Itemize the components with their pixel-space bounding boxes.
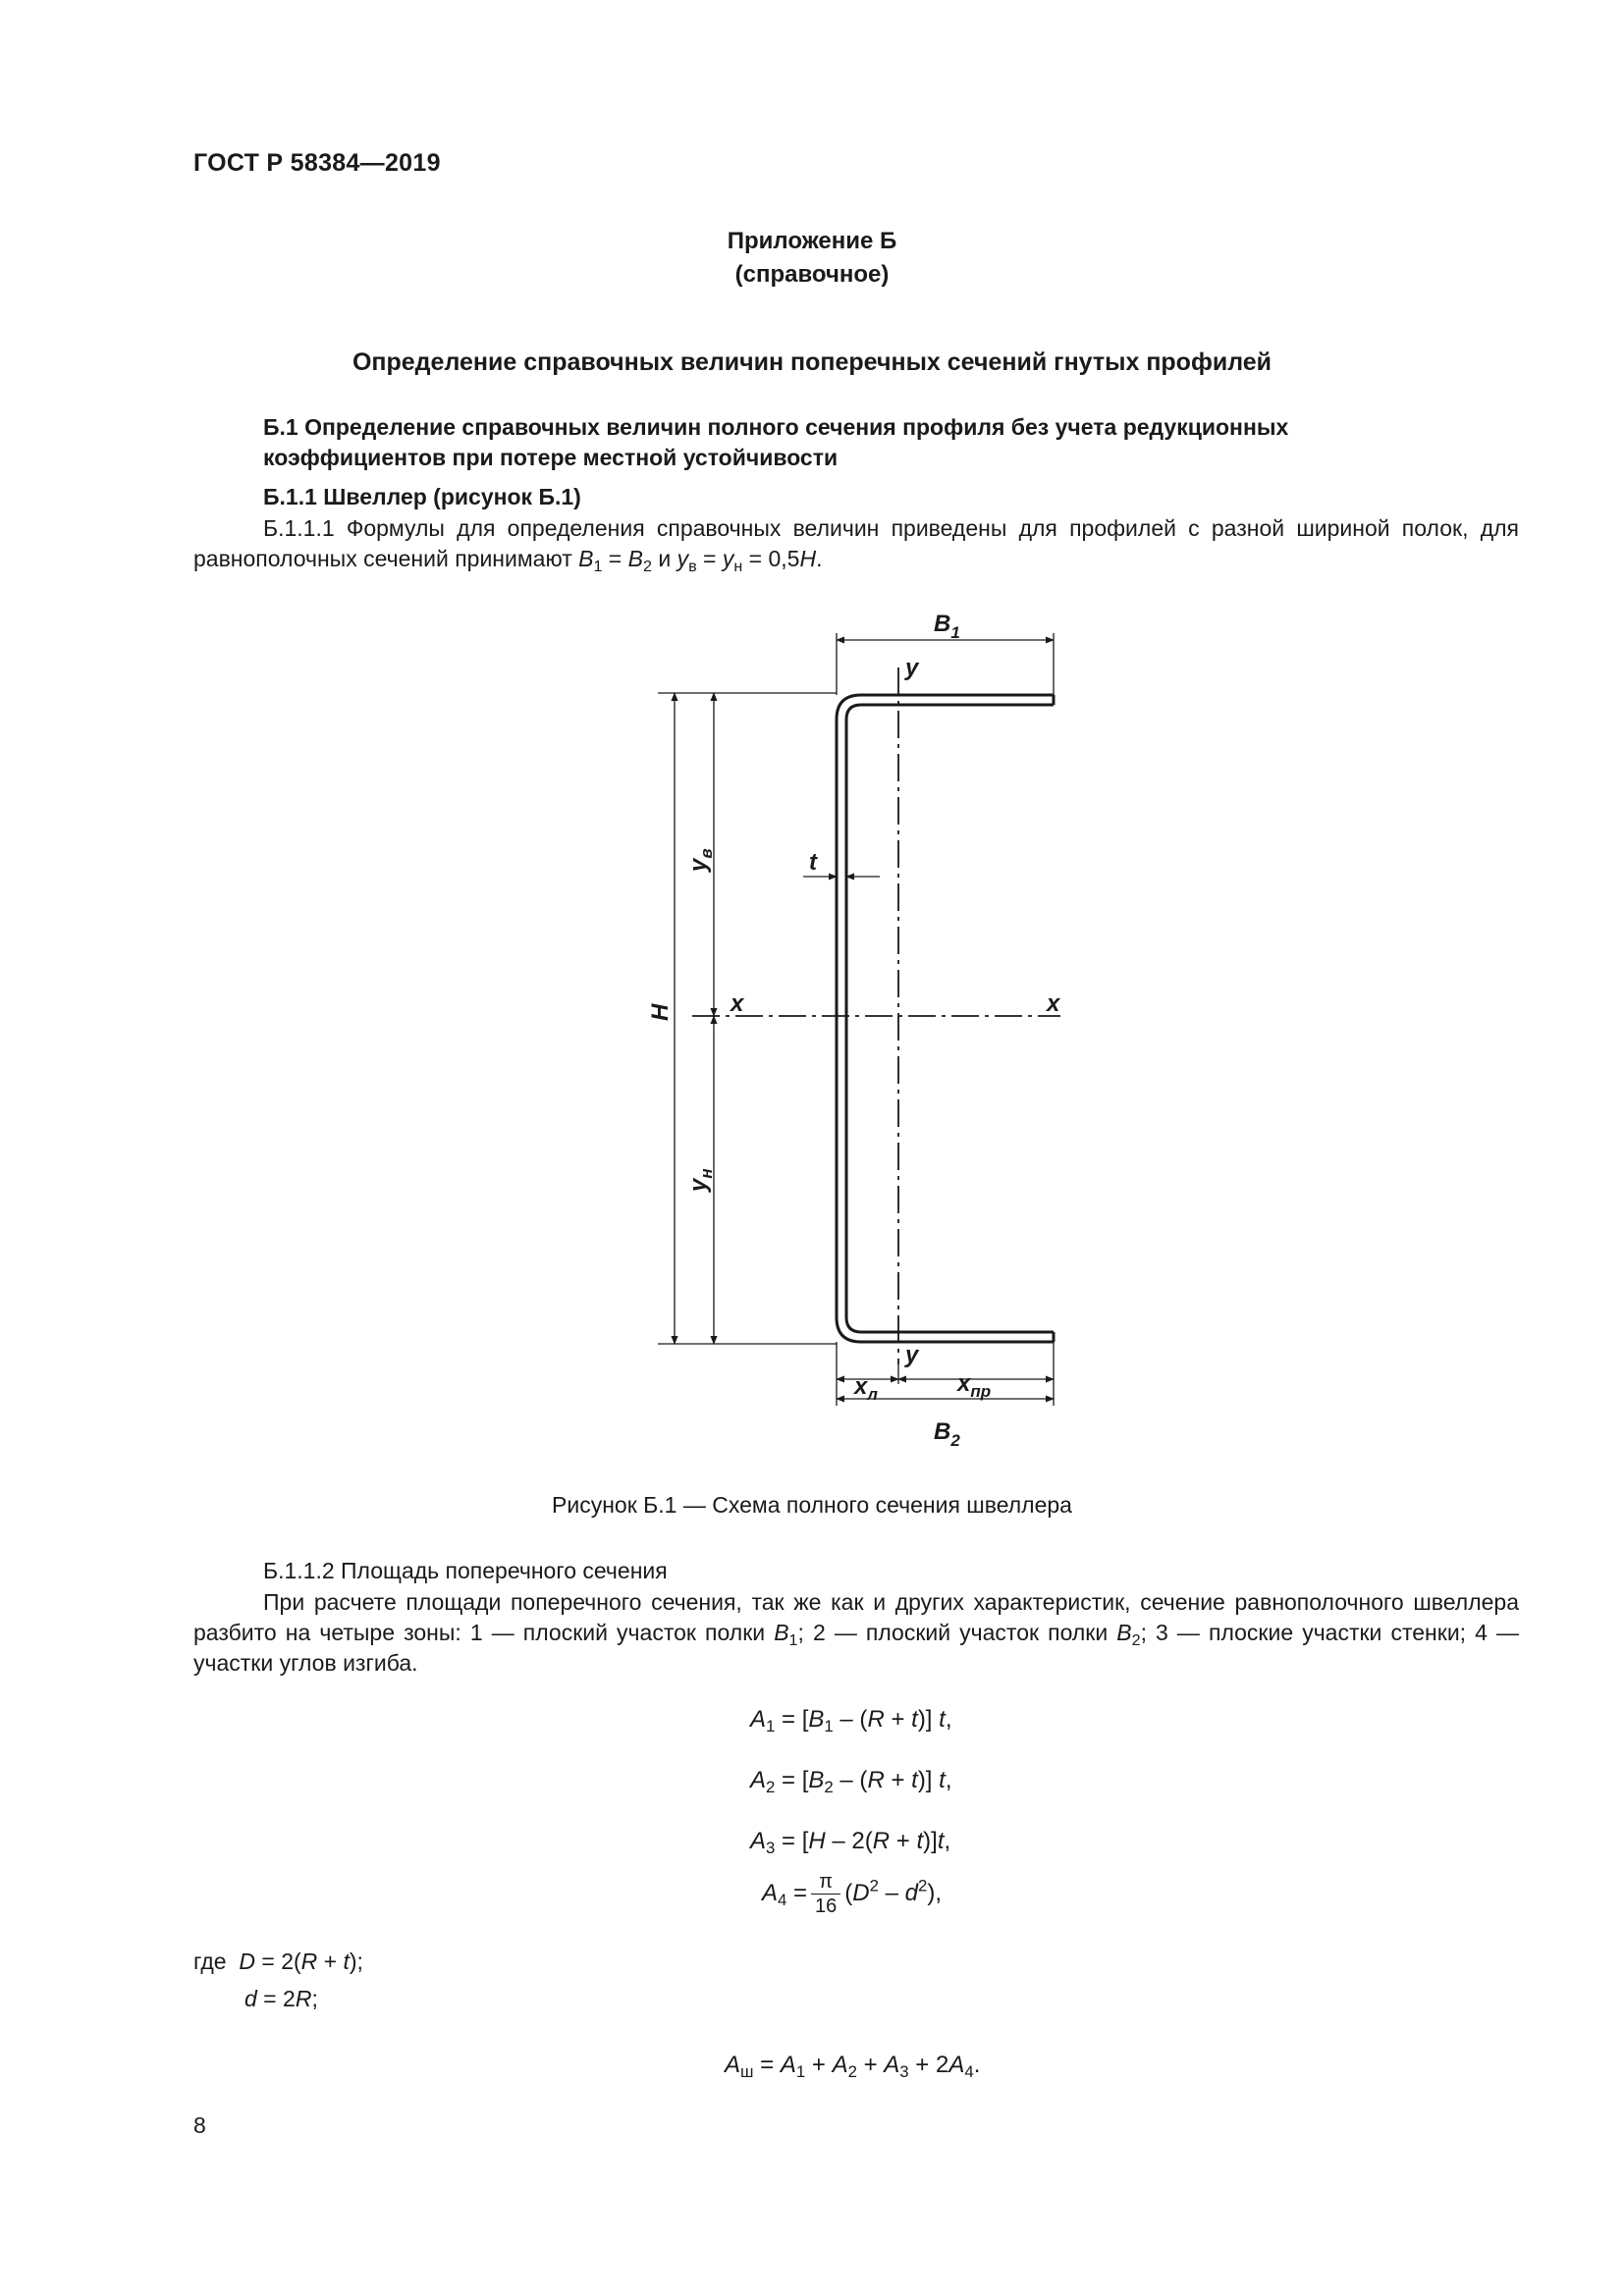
- channel-outer-contour: [837, 695, 1054, 1342]
- label-y-bottom: y: [905, 1342, 919, 1368]
- paragraph-b112-title: Б.1.1.2 Площадь поперечного сечения: [263, 1558, 668, 1583]
- label-t: t: [809, 849, 817, 876]
- label-yv: $y_в$: [685, 848, 716, 872]
- label-x-left: x: [731, 990, 744, 1017]
- formula-d-small: d = 2R;: [244, 1986, 318, 2011]
- formula-a3: $A_3 = [H - 2(R + t)]t$,: [750, 1828, 951, 1858]
- label-h: H: [647, 1003, 674, 1021]
- page-number: 8: [193, 2112, 206, 2138]
- figure-caption: Рисунок Б.1 — Схема полного сечения швеллера: [552, 1492, 1072, 1518]
- label-y-top: y: [905, 655, 919, 681]
- formula-a4: $A_4$ = $\frac{\pi}{16}$ $(D^2 - d^2)$,: [762, 1871, 943, 1917]
- paragraph-b112-body: При расчете площади поперечного сечения, так же как и других характеристик, сечение равнополочного швеллера разбито на четыре зоны: 1 — плоский участок полки $B_1$; 2 — плоский участок полки $B_2$; 3 — плоские участки стенки; 4 — участки углов изгиба.: [193, 1589, 1519, 1676]
- label-xl: $x_л$: [854, 1373, 878, 1404]
- label-xpr: $x_{пр}$: [957, 1370, 992, 1401]
- label-x-right: x: [1047, 990, 1060, 1017]
- annex-label: Приложение Б: [727, 228, 897, 254]
- formula-total-area: $A_ш = A_1 + A_2 + A_3 + 2A_4$.: [725, 2052, 981, 2082]
- formula-a1: $A_1 = [B_1 - (R + t)]$ t,: [750, 1706, 952, 1736]
- section-b1-line1: Б.1 Определение справочных величин полного сечения профиля без учета редукционных: [263, 414, 1289, 440]
- paragraph-b111-text: Б.1.1.1 Формулы для определения справочных величин приведены для профилей с разной шириной полок, для равнополочных сечений принимают: [193, 515, 1519, 571]
- section-b11-heading: Б.1.1 Швеллер (рисунок Б.1): [263, 484, 581, 509]
- annex-type: (справочное): [734, 261, 890, 288]
- label-b1: $B_1$: [934, 611, 960, 642]
- label-yn: $y_н$: [685, 1168, 716, 1192]
- formula-a2: $A_2 = [B_2 - (R + t)]$ t,: [750, 1767, 952, 1797]
- formula-where: где D = 2(R + t);: [193, 1949, 363, 1974]
- document-code: ГОСТ Р 58384—2019: [193, 149, 441, 177]
- annex-title: Определение справочных величин поперечных сечений гнутых профилей: [352, 348, 1272, 376]
- channel-inner-contour: [846, 705, 1054, 1332]
- label-b2: $B_2$: [934, 1418, 960, 1450]
- paragraph-b111: Б.1.1.1 Формулы для определения справочных величин приведены для профилей с разной шириной полок, для равнополочных сечений принимают $B_1 = B_2$ и $y_в = y_н = 0,5H$.: [193, 515, 1519, 575]
- section-b1-line2: коэффициентов при потере местной устойчивости: [263, 445, 839, 470]
